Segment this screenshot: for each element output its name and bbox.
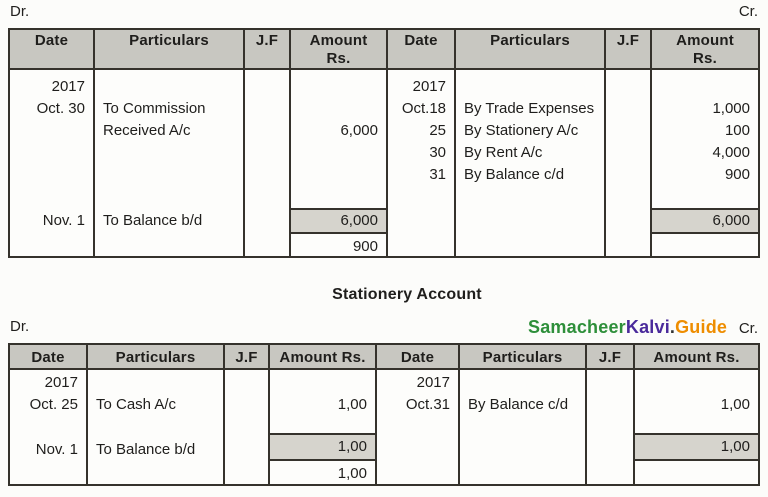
ledger-text-line: 100 [724,122,750,139]
table1-jf-column-right [606,70,652,256]
commission-account-table [8,28,760,258]
ledger-text-line: 25 [429,122,446,139]
table1-header-amount-left [291,30,388,70]
table2-header-date-right: Date [377,345,460,370]
total-amount-box: 1,00 [635,433,758,461]
table2-amount-column-right [635,370,758,484]
ledger-text-line: Oct.18 [401,100,446,117]
table1-header-amount-right [652,30,758,70]
table1-header-date-right: Date [388,30,456,70]
ledger-text-line [95,76,243,98]
watermark-kalvi: Kalvi [625,317,670,337]
ledger-text-line: 2017 [416,374,450,391]
ledger-text-line: By Rent A/c [464,144,543,161]
table1-header-jf-left: J.F [245,30,291,70]
ledger-text-line: 2017 [44,374,78,391]
table2-date-column-left [10,370,88,484]
ledger-text-line: 4,000 [712,144,750,161]
ledger-text-line: To Commission [103,100,206,117]
balance-bd-entry: To Balance b/d [96,441,196,458]
ledger-text-line: 2017 [412,78,446,95]
table2-header-particulars-left: Particulars [88,345,225,370]
table1-body [10,70,758,256]
table2-header-jf-left: J.F [225,345,270,370]
stationery-account-table [8,343,760,486]
ledger-text-line: 1,000 [712,100,750,117]
watermark-samacheer: Samacheer [528,317,626,337]
watermark-dot: . [669,317,676,337]
ledger-text-line [635,372,758,394]
table2-header-amount-right: Amount Rs. [635,345,758,370]
cr-label-account2: Cr. [738,320,758,337]
table2-header-row [10,345,758,370]
total-amount-box: 6,000 [291,208,386,234]
ledger-text-line [652,76,758,98]
watermark-guide: Guide [675,317,728,337]
ledger-text-line [460,372,585,394]
ledger-text-line: By Balance c/d [464,166,565,183]
amount-header-line2: Rs. [693,50,717,67]
ledger-text-line: 30 [429,144,446,161]
ledger-text-line: 1,00 [720,396,750,413]
balance-bd-date: Nov. 1 [42,212,85,229]
table1-date-column-right [388,70,456,256]
carried-balance-amount: 1,00 [337,465,367,482]
ledger-text-line: By Stationery A/c [464,122,579,139]
ledger-text-line: Oct.31 [405,396,450,413]
balance-bd-date: Nov. 1 [35,441,78,458]
table2-header-date-left: Date [10,345,88,370]
table1-date-column-left [10,70,95,256]
cr-label-account1: Cr. [738,3,758,20]
table1-header-date-left: Date [10,30,95,70]
table2-jf-column-right [587,370,635,484]
table2-particulars-column-left [88,370,225,484]
table1-particulars-column-right [456,70,606,256]
ledger-text-line [291,98,386,120]
ledger-text-line: 2017 [51,78,85,95]
dr-label-account1: Dr. [10,3,30,20]
table1-jf-column-left [245,70,291,256]
table1-header-particulars-left: Particulars [95,30,245,70]
table1-header-particulars-right: Particulars [456,30,606,70]
amount-header-line2: Rs. [326,50,351,67]
dr-label-account2: Dr. [10,318,30,335]
table1-header-jf-right: J.F [606,30,652,70]
carried-balance-amount: 900 [352,238,378,255]
table2-date-column-right [377,370,460,484]
ledger-text-line: 900 [724,166,750,183]
ledger-text-line: Oct. 25 [29,396,78,413]
ledger-text-line: 6,000 [340,122,378,139]
table2-header-particulars-right: Particulars [460,345,587,370]
ledger-text-line: By Balance c/d [468,396,569,413]
stationery-account-title: Stationery Account [332,286,482,303]
samacheerkalvi-guide-watermark [528,317,727,338]
table1-particulars-column-left [95,70,245,256]
ledger-text-line [270,372,375,394]
amount-header-line1: Amount [309,32,368,49]
ledger-text-line: Received A/c [103,122,191,139]
ledger-text-line: To Cash A/c [96,396,177,413]
total-amount-box: 1,00 [270,433,375,461]
ledger-text-line [88,372,223,394]
ledger-text-line [456,76,604,98]
table2-header-jf-right: J.F [587,345,635,370]
ledger-text-line: 31 [429,166,446,183]
total-amount-box: 6,000 [652,208,758,234]
table1-amount-column-left [291,70,388,256]
balance-bd-entry: To Balance b/d [103,212,203,229]
table2-header-amount-left: Amount Rs. [270,345,377,370]
ledger-text-line: Oct. 30 [36,100,85,117]
table2-particulars-column-right [460,370,587,484]
table1-header-row [10,30,758,70]
ledger-text-line [291,76,386,98]
table2-body [10,370,758,484]
table2-amount-column-left [270,370,377,484]
table1-amount-column-right [652,70,758,256]
table2-jf-column-left [225,370,270,484]
ledger-text-line: 1,00 [337,396,367,413]
amount-header-line1: Amount [676,32,734,49]
ledger-text-line: By Trade Expenses [464,100,595,117]
